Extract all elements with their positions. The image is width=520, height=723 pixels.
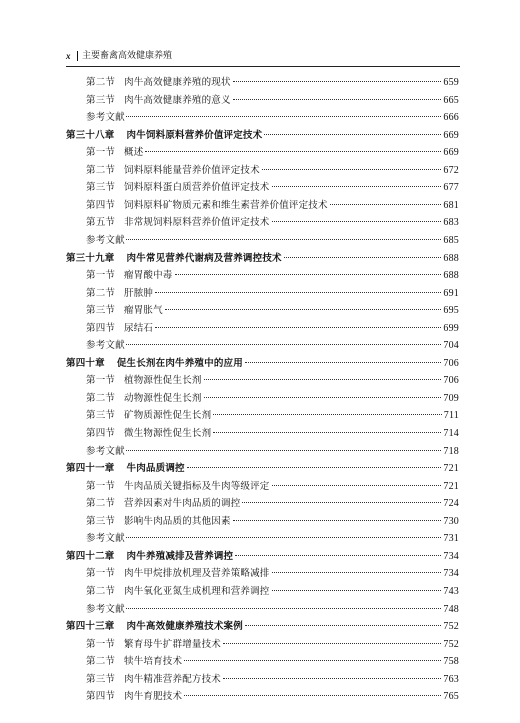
toc-section-entry[interactable] <box>86 390 459 408</box>
toc-section-entry[interactable] <box>86 285 459 303</box>
toc-section-entry[interactable] <box>86 109 459 127</box>
dot-leader <box>184 660 441 661</box>
header-rule <box>66 66 460 67</box>
toc-entry-page-number: 685 <box>443 234 459 246</box>
toc-section-entry[interactable] <box>86 302 459 320</box>
toc-entry-page-number: 763 <box>443 673 459 685</box>
toc-section-entry[interactable] <box>86 320 459 338</box>
toc-entry-page-number: 734 <box>443 568 459 580</box>
dot-leader <box>213 414 441 415</box>
toc-entry-title: 肉牛精准营养配方技术 <box>124 673 222 685</box>
toc-entry-title: 非常规饲料原料营养价值评定技术 <box>124 217 270 229</box>
toc-entry-title: 饲料原料蛋白质营养价值评定技术 <box>124 182 270 194</box>
toc-entry-page-number: 672 <box>443 164 459 176</box>
toc-entry-page-number: 699 <box>443 322 459 334</box>
toc-section-entry[interactable] <box>86 214 459 232</box>
toc-entry-title: 犊牛培育技术 <box>124 656 183 668</box>
toc-entry-title: 肉牛常见营养代谢病及营养调控技术 <box>126 252 282 264</box>
toc-entry-page-number: 681 <box>443 199 459 211</box>
toc-chapter-entry[interactable] <box>66 127 459 145</box>
toc-section-entry[interactable] <box>86 179 459 197</box>
toc-entry-label: 第二节 <box>86 498 116 510</box>
dot-leader <box>242 502 441 503</box>
toc-section-entry[interactable] <box>86 513 459 531</box>
header-book-title: 主要畜禽高效健康养殖 <box>82 51 173 61</box>
toc-section-entry[interactable] <box>86 197 459 215</box>
dot-leader <box>330 204 442 205</box>
toc-entry-title: 饲料原料矿物质元素和维生素营养价值评定技术 <box>124 199 328 211</box>
toc-entry-label: 第五节 <box>86 217 116 229</box>
toc-entry-page-number: 695 <box>443 305 459 317</box>
toc-entry-label: 第四节 <box>86 322 116 334</box>
toc-section-entry[interactable] <box>86 144 459 162</box>
dot-leader <box>272 590 442 591</box>
dot-leader <box>272 186 442 187</box>
toc-entry-title: 肉牛育肥技术 <box>124 691 183 703</box>
toc-entry-label: 第四十章 <box>66 357 105 369</box>
dot-leader <box>272 572 442 573</box>
toc-section-entry[interactable] <box>86 688 459 706</box>
toc-entry-title: 动物源性促生长剂 <box>124 392 202 404</box>
toc-entry-page-number: 711 <box>443 410 459 422</box>
dot-leader <box>262 169 442 170</box>
dot-leader <box>204 379 442 380</box>
toc-entry-title: 肉牛高效健康养殖的意义 <box>124 94 231 106</box>
toc-entry-page-number: 683 <box>443 217 459 229</box>
dot-leader <box>235 555 441 556</box>
toc-entry-page-number: 688 <box>443 270 459 282</box>
toc-entry-page-number: 714 <box>443 428 459 439</box>
toc-entry-label: 第三节 <box>86 410 116 422</box>
toc-chapter-entry[interactable] <box>66 618 459 636</box>
toc-entry-label: 参考文献 <box>86 112 125 124</box>
dot-leader <box>126 537 441 538</box>
toc-entry-label: 第三节 <box>86 673 116 685</box>
dot-leader <box>213 432 441 433</box>
toc-entry-label: 第二节 <box>86 392 116 404</box>
toc-entry-title: 矿物质源性促生长剂 <box>124 410 212 422</box>
dot-leader <box>145 151 441 152</box>
toc-entry-page-number: 677 <box>443 182 459 194</box>
toc-entry-label: 第四十二章 <box>66 550 115 562</box>
toc-entry-page-number: 765 <box>443 691 459 703</box>
dot-leader <box>126 239 441 240</box>
toc-entry-title: 肉牛高效健康养殖的现状 <box>124 77 231 88</box>
toc-section-entry[interactable] <box>86 443 459 461</box>
toc-entry-title: 瘤胃酸中毒 <box>124 270 173 282</box>
toc-entry-title: 饲料原料能量营养价值评定技术 <box>124 164 260 176</box>
toc-entry-page-number: 724 <box>443 498 459 510</box>
toc-entry-label: 参考文献 <box>86 234 125 246</box>
toc-section-entry[interactable] <box>86 407 459 425</box>
toc-section-entry[interactable] <box>86 74 459 92</box>
toc-entry-page-number: 669 <box>443 129 459 141</box>
toc-entry-label: 第一节 <box>86 638 116 650</box>
toc-entry-label: 第二节 <box>86 77 116 88</box>
toc-entry-label: 第四十三章 <box>66 621 115 633</box>
toc-entry-title: 肉牛养殖减排及营养调控 <box>126 550 234 562</box>
toc-entry-title: 植物源性促生长剂 <box>124 375 202 387</box>
toc-entry-label: 第一节 <box>86 147 116 159</box>
toc-section-entry[interactable] <box>86 565 459 583</box>
toc-section-entry[interactable] <box>86 530 459 548</box>
dot-leader <box>175 274 442 275</box>
toc-entry-page-number: 748 <box>443 603 459 615</box>
toc-entry-label: 第三十八章 <box>66 129 115 141</box>
toc-chapter-entry[interactable] <box>66 355 459 373</box>
dot-leader <box>165 309 442 310</box>
toc-entry-page-number: 721 <box>443 463 459 475</box>
toc-entry-label: 第四节 <box>86 199 116 211</box>
dot-leader <box>233 81 442 82</box>
toc-entry-title: 促生长剂在肉牛养殖中的应用 <box>116 357 243 369</box>
toc-entry-label: 第三节 <box>86 515 116 527</box>
dot-leader <box>233 520 442 521</box>
toc-entry-label: 第二节 <box>86 656 116 668</box>
toc-entry-page-number: 691 <box>443 287 459 299</box>
toc-entry-page-number: 730 <box>443 515 459 527</box>
toc-entry-title: 肉牛甲烷排放机理及营养策略减排 <box>124 568 270 580</box>
toc-chapter-entry[interactable] <box>66 250 459 268</box>
toc-entry-label: 第三节 <box>86 94 116 106</box>
toc-entry-label: 参考文献 <box>86 340 125 352</box>
toc-section-entry[interactable] <box>86 653 459 671</box>
toc-section-entry[interactable] <box>86 671 459 689</box>
dot-leader <box>184 695 441 696</box>
toc-entry-title: 肝脓肿 <box>124 287 154 299</box>
dot-leader <box>245 625 441 626</box>
toc-entry-title: 繁育母牛扩群增量技术 <box>124 638 222 650</box>
toc-section-entry[interactable] <box>86 425 459 443</box>
toc-entry-page-number: 752 <box>443 621 459 633</box>
toc-entry-page-number: 718 <box>443 445 459 457</box>
dot-leader <box>223 643 441 644</box>
toc-section-entry[interactable] <box>86 92 459 110</box>
toc-entry-label: 参考文献 <box>86 533 125 545</box>
dot-leader <box>284 257 442 258</box>
toc-entry-label: 第三节 <box>86 182 116 194</box>
toc-entry-title: 微生物源性促生长剂 <box>124 428 212 439</box>
dot-leader <box>245 362 441 363</box>
toc-entry-title: 肉牛高效健康养殖技术案例 <box>126 621 243 633</box>
toc-entry-page-number: 666 <box>443 112 459 124</box>
toc-entry-page-number: 706 <box>443 375 459 387</box>
toc-section-entry[interactable] <box>86 636 459 654</box>
dot-leader <box>272 485 442 486</box>
dot-leader <box>126 608 441 609</box>
toc-entry-page-number: 665 <box>443 94 459 106</box>
toc-entry-page-number: 706 <box>443 357 459 369</box>
toc-entry-label: 第三十九章 <box>66 252 115 264</box>
dot-leader <box>126 116 441 117</box>
toc-entry-label: 第二节 <box>86 585 116 597</box>
toc-entry-page-number: 721 <box>443 480 459 492</box>
toc-section-entry[interactable] <box>86 232 459 250</box>
toc-entry-label: 参考文献 <box>86 603 125 615</box>
toc-section-entry[interactable] <box>86 601 459 619</box>
toc-entry-page-number: 704 <box>443 340 459 352</box>
toc-section-entry[interactable] <box>86 267 459 285</box>
toc-section-entry[interactable] <box>86 337 459 355</box>
toc-entry-title: 牛肉品质调控 <box>126 463 185 475</box>
toc-entry-page-number: 743 <box>443 585 459 597</box>
running-header <box>66 50 172 62</box>
toc-entry-page-number: 734 <box>443 550 459 562</box>
toc-entry-label: 第二节 <box>86 287 116 299</box>
toc-entry-page-number: 758 <box>443 656 459 668</box>
toc-entry-title: 影响牛肉品质的其他因素 <box>124 515 231 527</box>
toc-entry-label: 第二节 <box>86 164 116 176</box>
toc-entry-label: 第四节 <box>86 691 116 703</box>
toc-entry-title: 概述 <box>124 147 144 159</box>
toc-entry-label: 参考文献 <box>86 445 125 457</box>
dot-leader <box>233 99 442 100</box>
toc-entry-label: 第三节 <box>86 305 116 317</box>
toc-section-entry[interactable] <box>86 478 459 496</box>
toc-section-entry[interactable] <box>86 162 459 180</box>
toc-section-entry[interactable] <box>86 583 459 601</box>
dot-leader <box>155 292 441 293</box>
toc-entry-title: 牛肉品质关键指标及牛肉等级评定 <box>124 480 270 492</box>
toc-entry-title: 尿结石 <box>124 322 154 334</box>
dot-leader <box>126 450 441 451</box>
toc-entry-page-number: 688 <box>443 252 459 264</box>
toc-entry-label: 第四节 <box>86 428 116 439</box>
dot-leader <box>126 344 441 345</box>
toc-section-entry[interactable] <box>86 372 459 390</box>
toc-entry-label: 第一节 <box>86 480 116 492</box>
dot-leader <box>204 397 442 398</box>
dot-leader <box>155 327 441 328</box>
dot-leader <box>272 221 442 222</box>
toc-entry-label: 第四十一章 <box>66 463 115 475</box>
toc-chapter-entry[interactable] <box>66 548 459 566</box>
header-divider <box>77 51 79 61</box>
dot-leader <box>223 678 441 679</box>
toc-section-entry[interactable] <box>86 495 459 513</box>
toc-entry-title: 营养因素对牛肉品质的调控 <box>124 498 241 510</box>
toc-entry-title: 肉牛饲料原料营养价值评定技术 <box>126 129 263 141</box>
toc-entry-title: 瘤胃胀气 <box>124 305 163 317</box>
toc-entry-title: 肉牛氧化亚氮生成机理和营养调控 <box>124 585 270 597</box>
toc-entry-page-number: 709 <box>443 392 459 404</box>
toc-chapter-entry[interactable] <box>66 460 459 478</box>
dot-leader <box>264 134 441 135</box>
toc-entry-label: 第一节 <box>86 568 116 580</box>
dot-leader <box>187 467 442 468</box>
toc-entry-label: 第一节 <box>86 270 116 282</box>
header-page-number: x <box>66 51 71 61</box>
toc-entry-page-number: 752 <box>443 638 459 650</box>
toc-entry-label: 第一节 <box>86 375 116 387</box>
toc-entry-page-number: 669 <box>443 147 459 159</box>
toc-entry-page-number: 731 <box>443 533 459 545</box>
toc-entry-page-number: 659 <box>443 77 459 88</box>
